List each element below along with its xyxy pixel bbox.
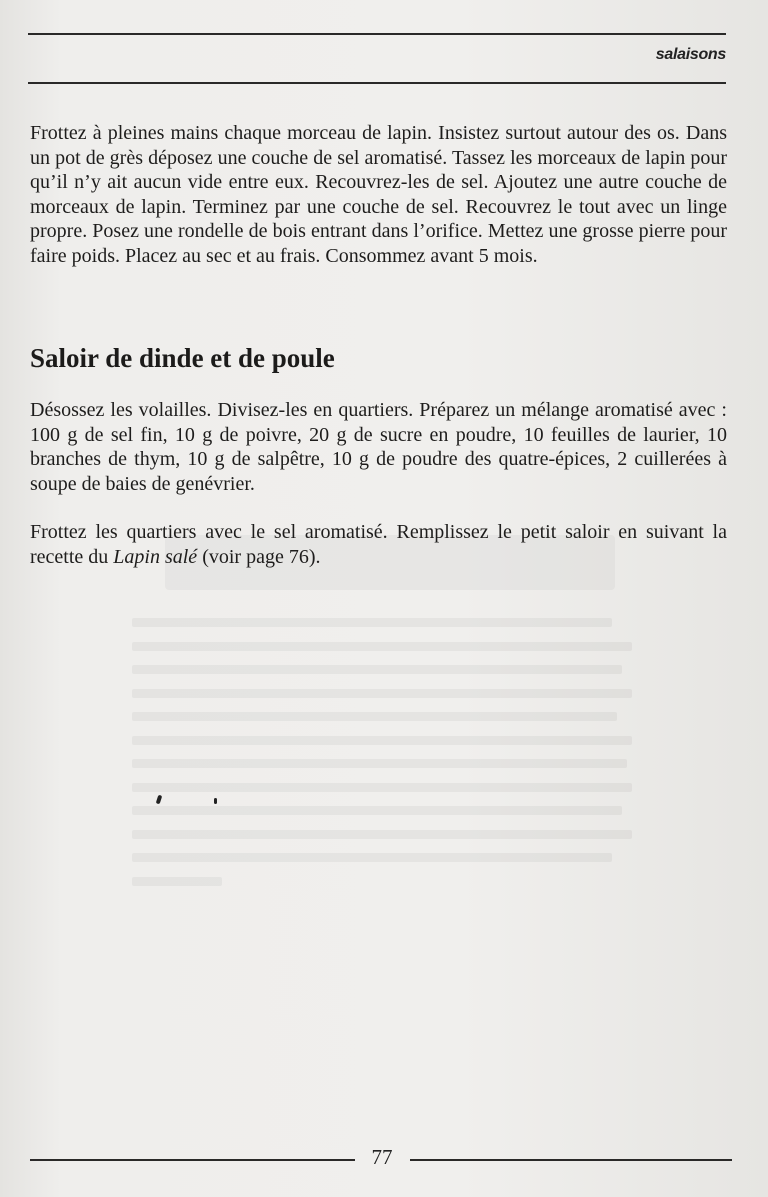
show-through-text xyxy=(132,618,632,900)
running-head: salaisons xyxy=(655,46,726,63)
section-paragraph-2 xyxy=(30,520,727,569)
ink-speck xyxy=(156,795,163,805)
page-number: 77 xyxy=(371,1145,393,1169)
footer-rule-right xyxy=(410,1159,732,1161)
intro-paragraph: Frottez à pleines mains chaque morceau de lapin. Insistez surtout autour des os. Dans un pot de grès déposez une couche de sel aromatisé. Tassez les morceaux de lapin pour qu’il n’y ait aucun vide entre eux. Recouvrez-les de sel. Ajoutez une autre couche de morceaux de lapin. Terminez par une couche de sel. Recouvrez le tout avec un linge propre. Posez une rondelle de bois entrant dans l’orifice. Mettez une grosse pierre pour faire poids. Placez au sec et au frais. Consommez avant 5 mois. xyxy=(30,122,727,267)
recipe-reference: Lapin salé xyxy=(113,545,198,568)
section-heading: Saloir de dinde et de poule xyxy=(30,343,335,373)
paragraph-2-end: (voir page 76). xyxy=(197,545,321,568)
section-paragraph-1: Désossez les volailles. Divisez-les en quartiers. Préparez un mélange aromatisé avec : 100 g de sel fin, 10 g de poivre, 20 g de sucre en poudre, 10 feuilles de laurier, 10 branches de thym, 10 g de salpêtre, 10 g de poudre des quatre-épices, 2 cuillerées à soupe de baies de genévrier. xyxy=(30,399,727,495)
paragraph-2-text: Frottez les quartiers avec le sel aromatisé. Remplissez le petit saloir en suivant la recette du xyxy=(30,521,727,568)
header-rule-bottom xyxy=(28,82,726,84)
footer-rule-left xyxy=(30,1159,355,1161)
header-rule-top xyxy=(28,33,726,35)
ink-speck xyxy=(214,798,217,804)
